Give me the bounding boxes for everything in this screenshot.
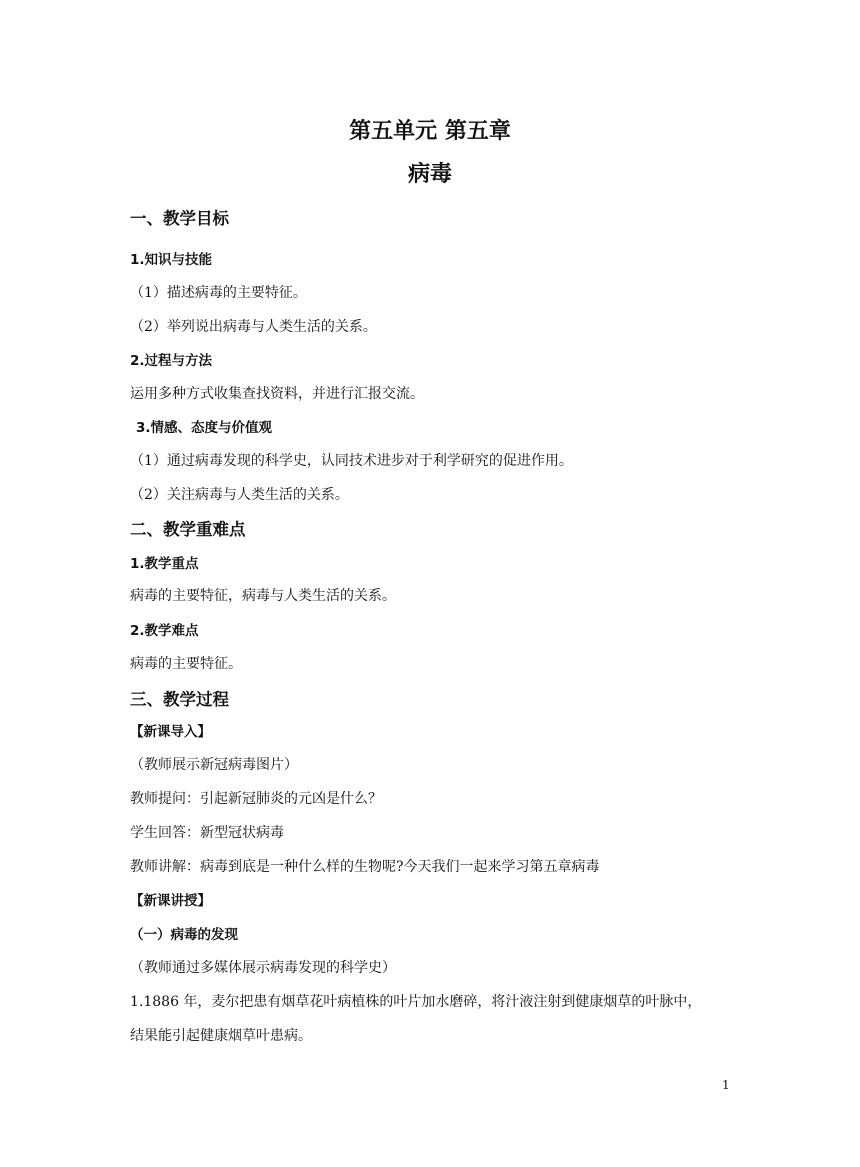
paragraph-line: 1.1886 年，麦尔把患有烟草花叶病植株的叶片加水磨碎，将汁液注射到健康烟草的叶脉中， (130, 994, 702, 1010)
paragraph-line: 结果能引起健康烟草叶患病。 (130, 1028, 312, 1044)
paragraph: （2）举列说出病毒与人类生活的关系。 (130, 319, 377, 335)
paragraph: 教师讲解：病毒到底是一种什么样的生物呢?今天我们一起来学习第五章病毒 (130, 859, 600, 875)
paragraph: 教师提问：引起新冠肺炎的元凶是什么？ (130, 791, 382, 807)
paragraph: 学生回答：新型冠状病毒 (130, 825, 284, 841)
section-heading-objectives: 一、教学目标 (130, 209, 229, 228)
paragraph: （1）通过病毒发现的科学史，认同技术进步对于利学研究的促进作用。 (130, 453, 573, 469)
subheading-emotion-values: 3.情感、态度与价值观 (136, 420, 273, 436)
section-heading-key-points: 二、教学重难点 (130, 520, 246, 539)
paragraph: （教师展示新冠病毒图片） (130, 757, 298, 773)
subheading-lesson-intro: 【新课导入】 (130, 724, 211, 740)
subheading-new-lesson: 【新课讲授】 (130, 893, 211, 909)
document-title: 第五单元 第五章 (349, 119, 511, 144)
paragraph: 病毒的主要特征，病毒与人类生活的关系。 (130, 588, 396, 604)
subheading-teaching-focus: 1.教学重点 (130, 556, 199, 572)
document-subtitle: 病毒 (407, 162, 452, 187)
subheading-process-methods: 2.过程与方法 (130, 353, 213, 369)
paragraph: （1）描述病毒的主要特征。 (130, 285, 307, 301)
page-number: 1 (722, 1078, 730, 1092)
paragraph: （教师通过多媒体展示病毒发现的科学史） (130, 960, 396, 976)
subheading-teaching-difficulty: 2.教学难点 (130, 623, 199, 639)
section-heading-process: 三、教学过程 (130, 690, 229, 709)
paragraph: 运用多种方式收集查找资料，并进行汇报交流。 (130, 386, 424, 402)
paragraph: （2）关注病毒与人类生活的关系。 (130, 487, 349, 503)
subheading-knowledge-skills: 1.知识与技能 (130, 252, 213, 268)
subheading-virus-discovery: （一）病毒的发现 (130, 927, 238, 943)
paragraph: 病毒的主要特征。 (130, 656, 242, 672)
